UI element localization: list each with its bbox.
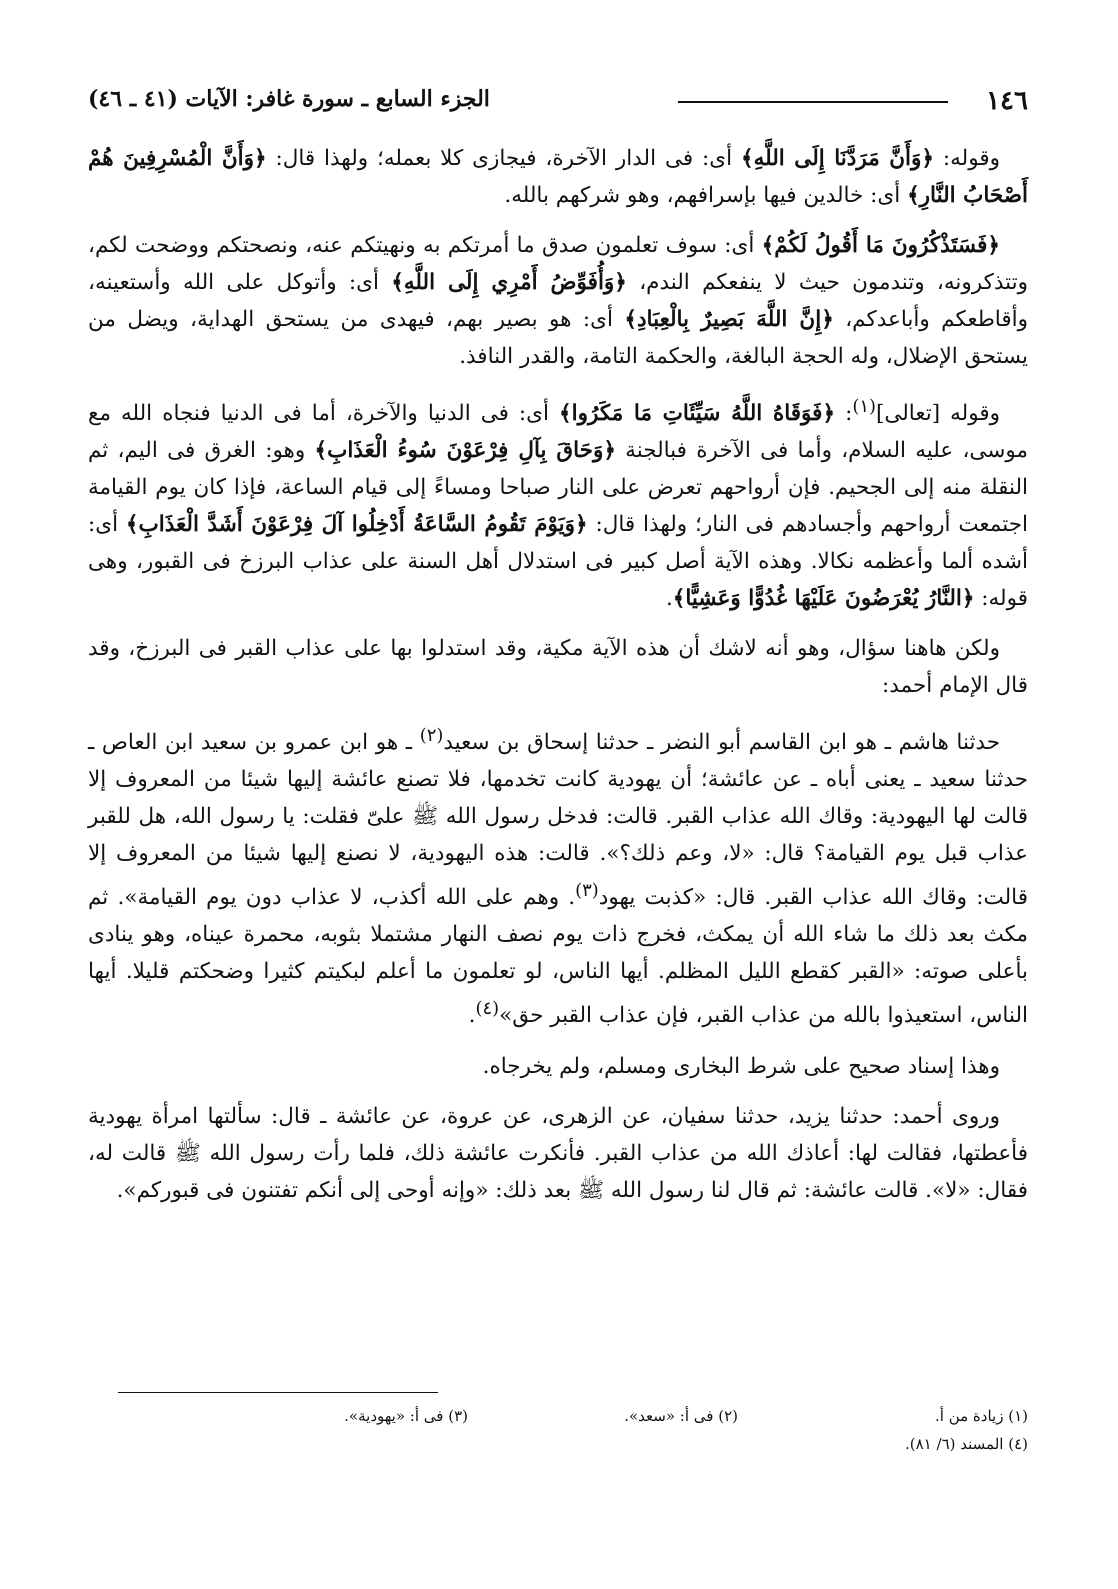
paragraph [88,1098,1028,1209]
quran-verse: ﴿فَوَقَاهُ اللَّهُ سَيِّئَاتِ مَا مَكَرُوا﴾ [559,401,836,427]
footnote-1: (١) زيادة من أ. [935,1407,1028,1425]
footnote-ref: (٣) [575,880,599,902]
header-rule [678,101,948,103]
footnote-2: (٢) فى أ: «سعد». [624,1407,738,1425]
footnote-ref: (٤) [475,998,500,1020]
text-run: أى: هو بصير بهم، فيهدى من يستحق الهداية، ويضل من يستحق الإضلال، وله الحجة البالغة، والحكمة التامة، والقدر النافذ. [88,307,1028,369]
paragraph [88,1048,1028,1085]
quran-verse: ﴿وَأَنَّ الْمُسْرِفِينَ هُمْ أَصْحَابُ النَّارِ﴾ [88,146,1028,208]
text-run: أى: فى الدار الآخرة، فيجازى كلا بعمله؛ ولهذا قال: [266,146,741,171]
text-run: . وهم على الله أكذب، لا عذاب دون يوم القيامة». ثم مكث بعد ذلك ما شاء الله أن يمكث، فخرج ذات يوم نصف النهار مشتملا بثوبه، محمرة عيناه، وهو ينادى بأعلى صوته: «القبر كقطع الليل المظلم. أيها الناس، لو تعلمون ما أعلم لبكيتم كثيرا وضحكتم قليلا. أيها الناس، استعيذوا بالله من عذاب القبر، فإن عذاب القبر حق» [88,885,1028,1029]
quran-verse: ﴿إِنَّ اللَّهَ بَصِيرٌ بِالْعِبَادِ﴾ [624,307,834,332]
quran-verse: ﴿فَسَتَذْكُرُونَ مَا أَقُولُ لَكُمْ﴾ [761,233,1000,258]
quran-verse: ﴿وَأَنَّ مَرَدَّنَا إِلَى اللَّهِ﴾ [740,146,935,171]
text-run: أى: أشده ألما وأعظمه نكالا. وهذه الآية أصل كبير فى استدلال أهل السنة على عذاب البرزخ فى القبور، وهى قوله: [88,512,1028,612]
page-header [88,84,1028,124]
text-run: . [665,586,673,612]
text-run: . [468,1003,476,1029]
footnote-rule [118,1392,438,1393]
quran-verse: ﴿وَأُفَوِّضُ أَمْرِي إِلَى اللَّهِ﴾ [391,270,627,295]
paragraph [88,717,1028,1034]
footnote-4: (٤) المسند (٦/ ٨١). [905,1435,1028,1453]
page-body [88,140,1028,1222]
quran-verse: ﴿وَيَوْمَ تَقُومُ السَّاعَةُ أَدْخِلُوا آلَ فِرْعَوْنَ أَشَدَّ الْعَذَابِ﴾ [125,512,588,538]
text-run: أى: وأتوكل على الله وأستعينه، وأقاطعكم وأباعدكم، [88,270,1028,332]
text-run: أى: سوف تعلمون صدق ما أمرتكم به ونهيتكم عنه، ونصحتكم ووضحت لكم، وتتذكرونه، وتندمون حيث لا ينفعكم الندم، [88,233,1029,295]
footnote-3: (٣) فى أ: «يهودية». [344,1407,468,1425]
footnotes [88,1402,1028,1458]
page-number: ١٤٦ [986,86,1028,116]
paragraph [88,227,1028,375]
running-title: الجزء السابع ـ سورة غافر: الآيات (٤١ ـ ٤٦) [88,86,490,112]
paragraph [88,630,1028,704]
footnote-ref: (١) [852,396,876,417]
text-run: أى: فى الدنيا والآخرة، أما فى الدنيا فنجاه الله مع موسى، عليه السلام، وأما فى الآخرة فبالجنة [88,401,1028,464]
text-run: : [835,401,853,427]
text-run: وروى أحمد: حدثنا يزيد، حدثنا سفيان، عن الزهرى، عن عروة، عن عائشة ـ قال: سألتها امرأة يهودية فأعطتها، فقالت لها: أعاذك الله من عذاب القبر. فأنكرت عائشة ذلك، فلما رأت رسول الله ﷺ قالت له، فقال: «لا». قالت عائشة: ثم قال لنا رسول الله ﷺ بعد ذلك: «وإنه أوحى إلى أنكم تفتنون فى قبوركم». [88,1103,1028,1203]
text-run: وهو: الغرق فى اليم، ثم النقلة منه إلى الجحيم. فإن أرواحهم تعرض على النار صباحا ومساءً إلى قيام الساعة، فإذا كان يوم القيامة اجتمعت أرواحهم وأجسادهم فى النار؛ ولهذا قال: [88,438,1028,538]
text-run: ولكن هاهنا سؤال، وهو أنه لاشك أن هذه الآية مكية، وقد استدلوا بها على عذاب القبر فى البرزخ، وقد قال الإمام أحمد: [88,636,1028,699]
text-run: أى: خالدين فيها بإسرافهم، وهو شركهم بالله. [504,183,908,208]
text-run: وقوله [تعالى] [875,401,1000,427]
quran-verse: ﴿وَحَاقَ بِآلِ فِرْعَوْنَ سُوءُ الْعَذَابِ﴾ [314,438,616,464]
text-run: وهذا إسناد صحيح على شرط البخارى ومسلم، ولم يخرجاه. [482,1053,1000,1079]
paragraph [88,140,1028,214]
paragraph [88,388,1028,617]
text-run: وقوله: [934,146,1000,171]
text-run: ـ هو ابن عمرو بن سعيد ابن العاص ـ حدثنا سعيد ـ يعنى أباه ـ عن عائشة؛ أن يهودية كانت تخدمها، فلا تصنع عائشة إليها شيئا من المعروف إلا قالت لها اليهودية: وقاك الله عذاب القبر. قالت: فدخل رسول الله ﷺ علىّ فقلت: يا رسول الله، هل للقبر عذاب قبل يوم القيامة؟ قال: «لا، وعم ذلك؟». قالت: هذه اليهودية، لا نصنع إليها شيئا من المعروف إلا قالت: وقاك الله عذاب القبر. قال: «كذبت يهود [88,730,1028,911]
footnote-ref: (٢) [419,725,444,747]
text-run: حدثنا هاشم ـ هو ابن القاسم أبو النضر ـ حدثنا إسحاق بن سعيد [443,730,1000,756]
quran-verse: ﴿النَّارُ يُعْرَضُونَ عَلَيْهَا غُدُوًّا وَعَشِيًّا﴾ [672,586,975,612]
